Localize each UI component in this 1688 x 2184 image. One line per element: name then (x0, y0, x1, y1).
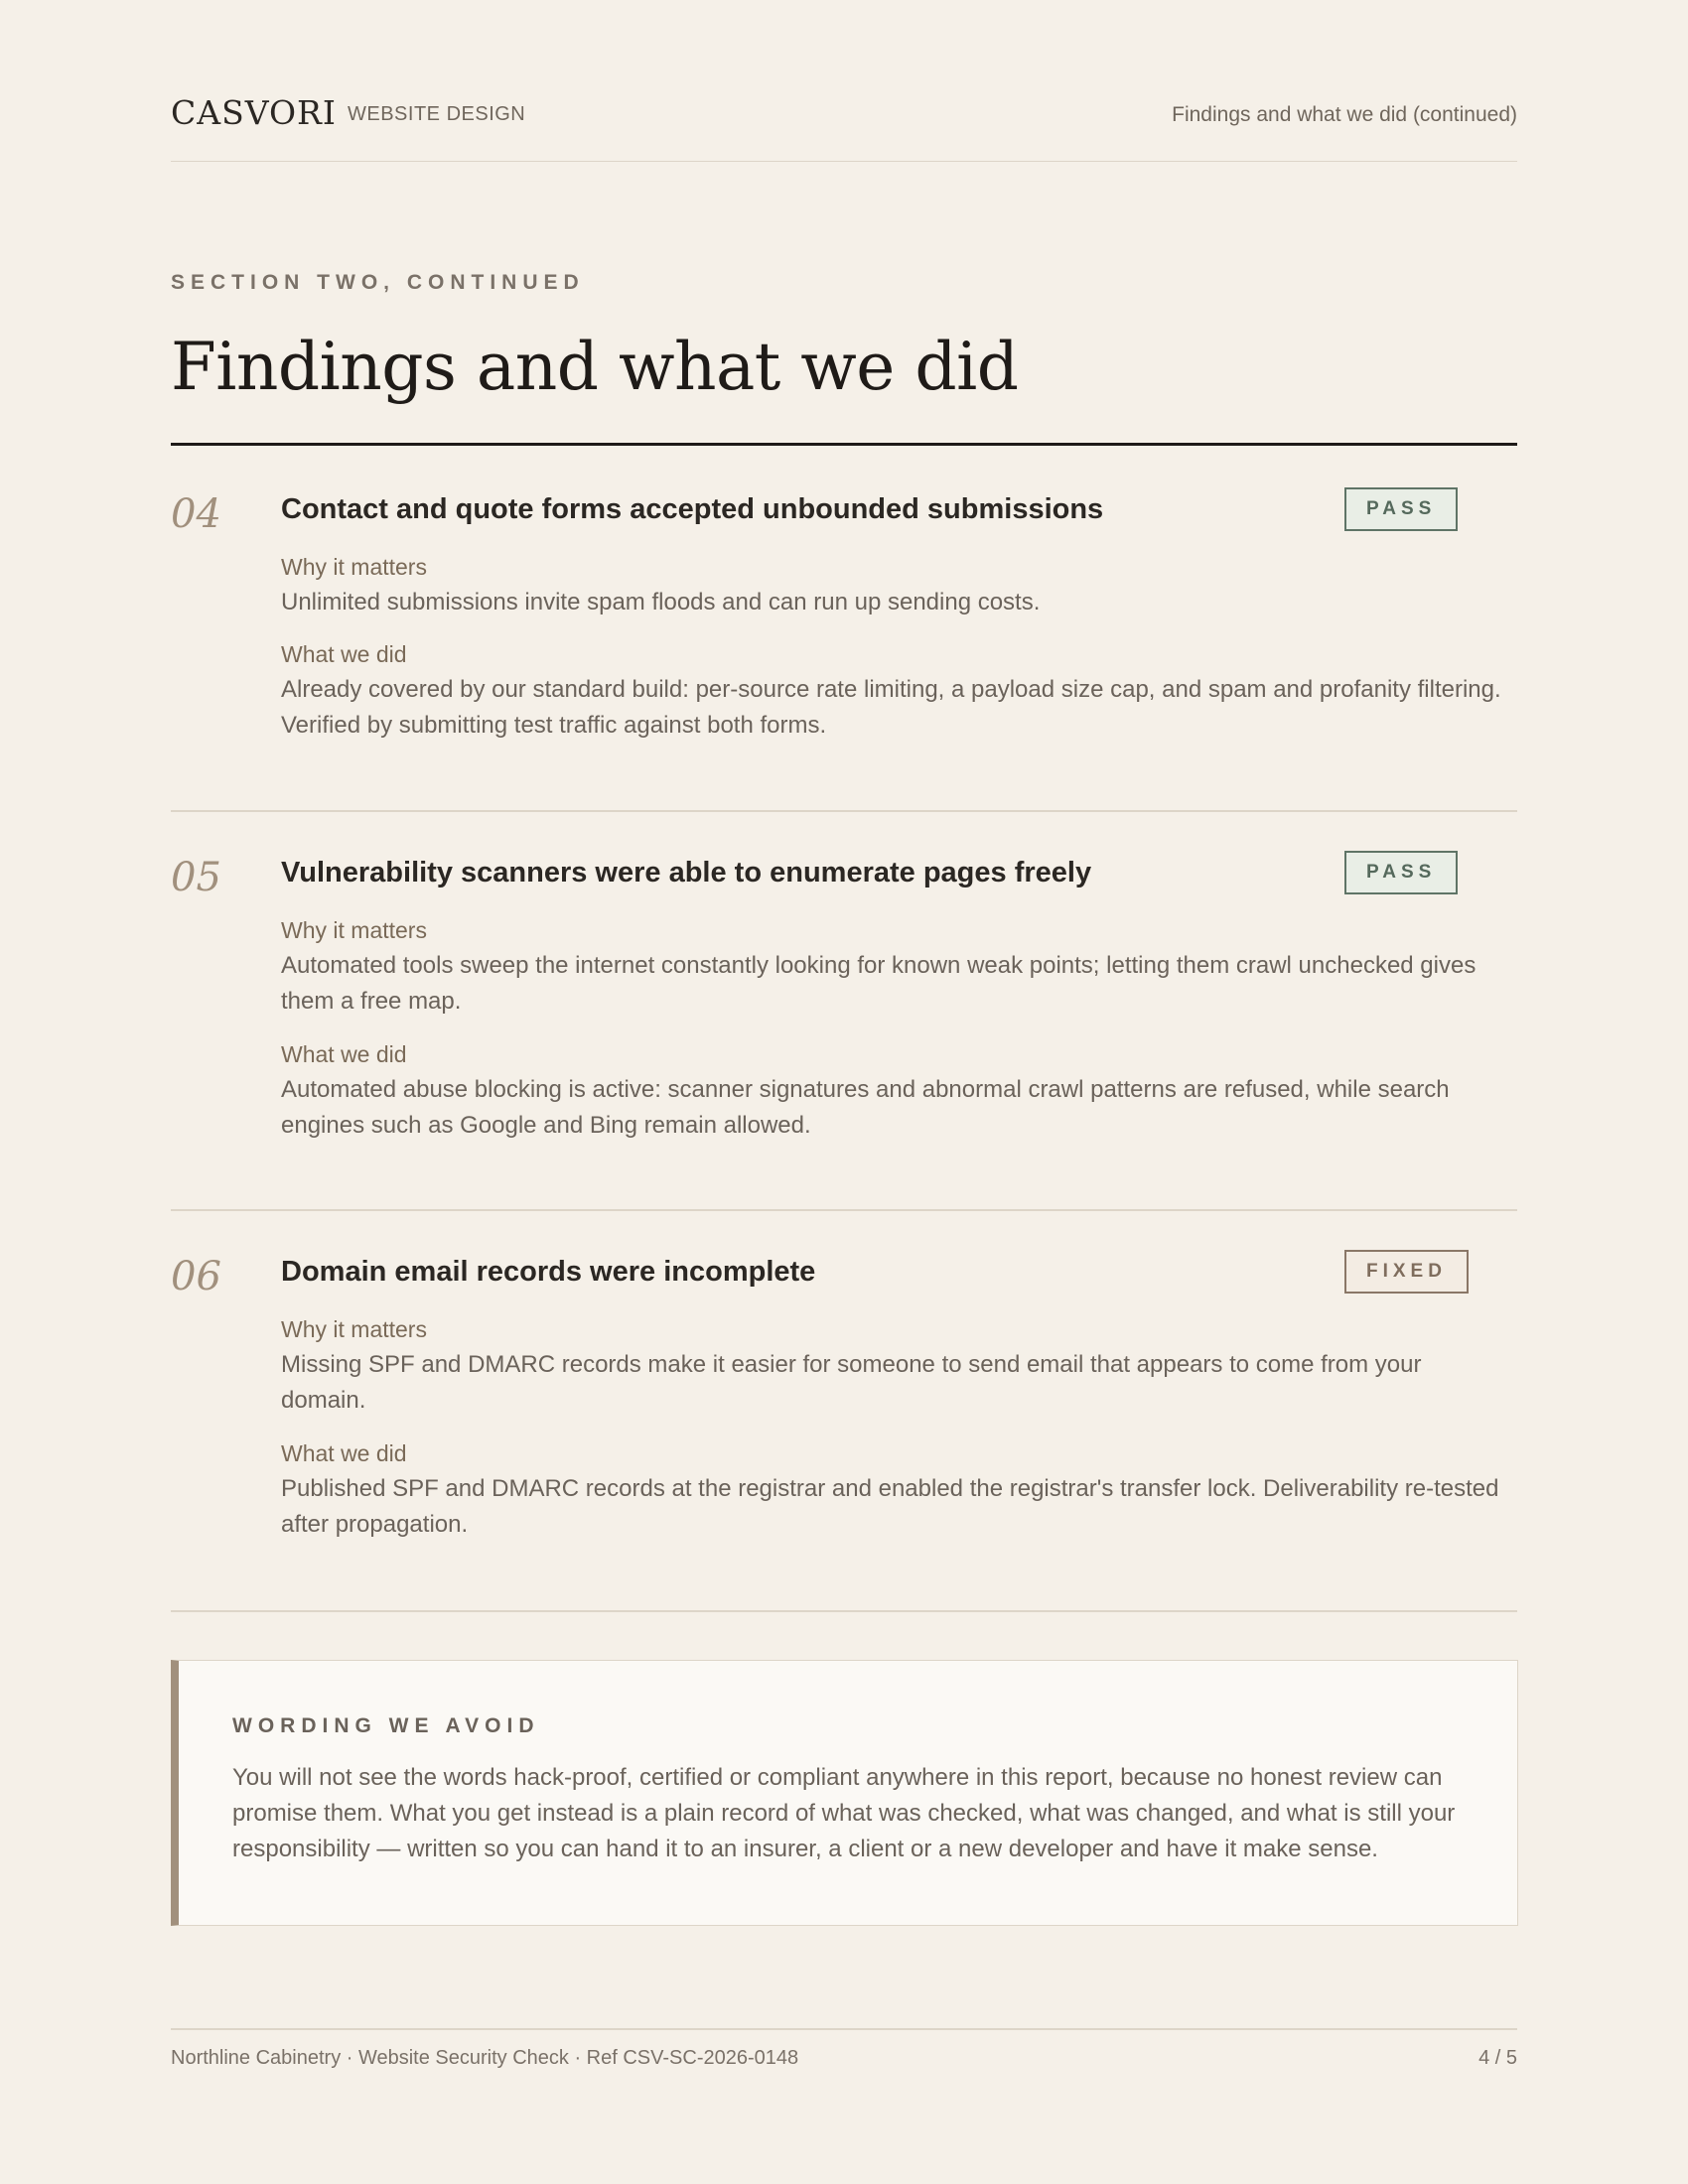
why-label: Why it matters (281, 1316, 427, 1342)
footer-divider (171, 2028, 1517, 2030)
callout-body: You will not see the words hack-proof, certified or compliant anywhere in this report, because no honest review can promise them. What you get instead is a plain record of what was checked, what was changed, and what is still your responsibility — written so you can hand it to an insurer, a client or a new developer and have it make sense. (232, 1764, 1456, 1862)
did-label: What we did (281, 641, 407, 667)
did-label: What we did (281, 1041, 407, 1067)
why-label: Why it matters (281, 917, 427, 943)
finding-number: 06 (171, 1254, 221, 1299)
status-badge: PASS (1344, 851, 1458, 894)
did-label: What we did (281, 1440, 407, 1466)
wording-callout (171, 1660, 1518, 1926)
status-badge: PASS (1344, 487, 1458, 531)
section-eyebrow: SECTION TWO, CONTINUED (171, 271, 585, 294)
did-text: Automated abuse blocking is active: scanner signatures and abnormal crawl patterns are refused, while search engines such as Google and Bing remain allowed. (281, 1076, 1450, 1139)
why-text: Automated tools sweep the internet constantly looking for known weak points; letting them crawl unchecked gives them a free map. (281, 952, 1477, 1015)
status-badge: FIXED (1344, 1250, 1469, 1294)
finding-title: Contact and quote forms accepted unbounded submissions (281, 493, 1104, 525)
did-text: Published SPF and DMARC records at the registrar and enabled the registrar's transfer lock. Deliverability re-tested after propagation. (281, 1475, 1499, 1538)
page-number: 4 / 5 (1478, 2047, 1517, 2069)
running-header: Findings and what we did (continued) (1172, 103, 1517, 126)
finding-divider (171, 1209, 1517, 1211)
brand-tagline: WEBSITE DESIGN (348, 103, 526, 125)
why-text: Missing SPF and DMARC records make it easier for someone to send email that appears to come from your domain. (281, 1351, 1422, 1414)
footer-reference: Northline Cabinetry · Website Security Check · Ref CSV-SC-2026-0148 (171, 2047, 799, 2069)
page-header (171, 93, 1517, 162)
page-title: Findings and what we did (171, 329, 1019, 405)
callout-title: WORDING WE AVOID (232, 1714, 540, 1737)
finding-title: Domain email records were incomplete (281, 1256, 816, 1288)
title-divider (171, 443, 1517, 446)
why-label: Why it matters (281, 554, 427, 580)
finding-divider (171, 1610, 1517, 1612)
finding-number: 04 (171, 491, 221, 537)
finding-divider (171, 810, 1517, 812)
did-text: Already covered by our standard build: per-source rate limiting, a payload size cap, and spam and profanity filtering. Verified by submitting test traffic against both forms. (281, 676, 1501, 739)
finding-title: Vulnerability scanners were able to enumerate pages freely (281, 857, 1092, 888)
why-text: Unlimited submissions invite spam floods and can run up sending costs. (281, 589, 1041, 615)
finding-number: 05 (171, 855, 221, 900)
brand-logo: CASVORI (171, 93, 337, 132)
